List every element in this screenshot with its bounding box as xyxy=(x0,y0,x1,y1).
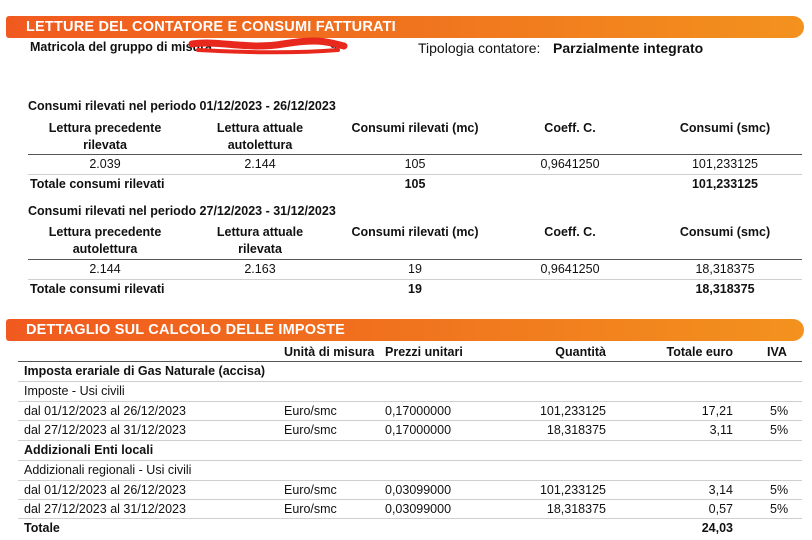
section-header-imposte: DETTAGLIO SUL CALCOLO DELLE IMPOSTE xyxy=(6,319,804,341)
p1-row-prev: 2.039 xyxy=(89,157,121,171)
p1-header-coeff: Coeff. C. xyxy=(544,121,596,135)
tax-row-totale: 3,14 xyxy=(708,483,733,497)
p2-total-smc: 18,318375 xyxy=(695,282,755,296)
tax-row-iva: 5% xyxy=(770,404,789,418)
p2-total-label: Totale consumi rilevati xyxy=(30,282,165,296)
tax-row-totale: 0,57 xyxy=(708,502,733,516)
p2-header-curr-2: rilevata xyxy=(238,242,282,256)
tax-row-prezzo: 0,17000000 xyxy=(385,423,452,437)
p1-row-coeff: 0,9641250 xyxy=(540,157,600,171)
p2-header-prev-1: Lettura precedente xyxy=(48,225,162,239)
p2-header-smc: Consumi (smc) xyxy=(679,225,771,239)
p1-row-mc: 105 xyxy=(404,157,426,171)
tax-header-quantita: Quantità xyxy=(555,345,606,359)
tax-row-prezzo: 0,03099000 xyxy=(385,502,452,516)
p2-header-prev-2: autolettura xyxy=(72,242,138,256)
tax-total-value: 24,03 xyxy=(701,521,733,535)
p1-header-prev-2: rilevata xyxy=(83,138,127,152)
p2-header-coeff: Coeff. C. xyxy=(544,225,596,239)
tax-row-iva: 5% xyxy=(770,423,789,437)
period-2-title: Consumi rilevati nel periodo 27/12/2023 - 31/12/2023 xyxy=(28,204,336,218)
tax-row-quantita: 18,318375 xyxy=(546,423,606,437)
tax-row-prezzo: 0,03099000 xyxy=(385,483,452,497)
tax-row-label: dal 01/12/2023 al 26/12/2023 xyxy=(24,404,186,418)
p1-row-curr: 2.144 xyxy=(244,157,276,171)
p1-header-smc: Consumi (smc) xyxy=(679,121,771,135)
matricola-label: Matricola del gruppo di misura xyxy=(30,40,212,54)
tax-row-label: Addizionali regionali - Usi civili xyxy=(24,463,192,477)
tax-row-unita: Euro/smc xyxy=(284,502,337,516)
tipologia-label: Tipologia contatore: xyxy=(418,40,541,56)
p2-header-curr-1: Lettura attuale xyxy=(216,225,304,239)
tax-row-unita: Euro/smc xyxy=(284,423,337,437)
tax-row-label: dal 01/12/2023 al 26/12/2023 xyxy=(24,483,186,497)
p2-row-mc: 19 xyxy=(408,262,422,276)
tax-header-totale: Totale euro xyxy=(666,345,733,359)
p2-row-coeff: 0,9641250 xyxy=(540,262,600,276)
tax-row-unita: Euro/smc xyxy=(284,483,337,497)
p2-row-smc: 18,318375 xyxy=(695,262,755,276)
p2-row-prev: 2.144 xyxy=(89,262,121,276)
tax-row-totale: 3,11 xyxy=(709,423,733,437)
tax-row-unita: Euro/smc xyxy=(284,404,337,418)
tax-row-label: Addizionali Enti locali xyxy=(24,443,154,457)
p1-header-mc: Consumi rilevati (mc) xyxy=(351,121,479,135)
tax-row-quantita: 101,233125 xyxy=(539,404,606,418)
section-header-letture: LETTURE DEL CONTATORE E CONSUMI FATTURATI xyxy=(6,16,804,38)
tax-row-label: Imposta erariale di Gas Naturale (accisa) xyxy=(24,364,266,378)
tax-row-quantita: 101,233125 xyxy=(539,483,606,497)
p1-header-curr-2: autolettura xyxy=(227,138,293,152)
p2-total-mc: 19 xyxy=(408,282,422,296)
tipologia-value: Parzialmente integrato xyxy=(553,40,704,56)
tax-header-prezzi: Prezzi unitari xyxy=(385,345,463,359)
p1-total-smc: 101,233125 xyxy=(691,177,759,191)
p1-row-smc: 101,233125 xyxy=(691,157,759,171)
tax-row-prezzo: 0,17000000 xyxy=(385,404,452,418)
tax-total-label: Totale xyxy=(24,521,60,535)
p1-total-mc: 105 xyxy=(404,177,426,191)
period-1-title: Consumi rilevati nel periodo 01/12/2023 - 26/12/2023 xyxy=(28,99,336,113)
p1-header-prev-1: Lettura precedente xyxy=(48,121,162,135)
p2-row-curr: 2.163 xyxy=(244,262,276,276)
tax-header-unita: Unità di misura xyxy=(284,345,375,359)
tax-row-quantita: 18,318375 xyxy=(546,502,606,516)
matricola-value-tail: 9 xyxy=(330,40,337,54)
redaction-scribble xyxy=(188,36,348,58)
tax-row-iva: 5% xyxy=(770,483,789,497)
p1-header-curr-1: Lettura attuale xyxy=(216,121,304,135)
tax-row-label: Imposte - Usi civili xyxy=(24,384,125,398)
tax-row-label: dal 27/12/2023 al 31/12/2023 xyxy=(24,423,186,437)
tax-row-label: dal 27/12/2023 al 31/12/2023 xyxy=(24,502,186,516)
tax-row-totale: 17,21 xyxy=(701,404,733,418)
p2-header-mc: Consumi rilevati (mc) xyxy=(351,225,479,239)
tax-header-iva: IVA xyxy=(767,345,787,359)
p1-total-label: Totale consumi rilevati xyxy=(30,177,165,191)
tax-row-iva: 5% xyxy=(770,502,789,516)
